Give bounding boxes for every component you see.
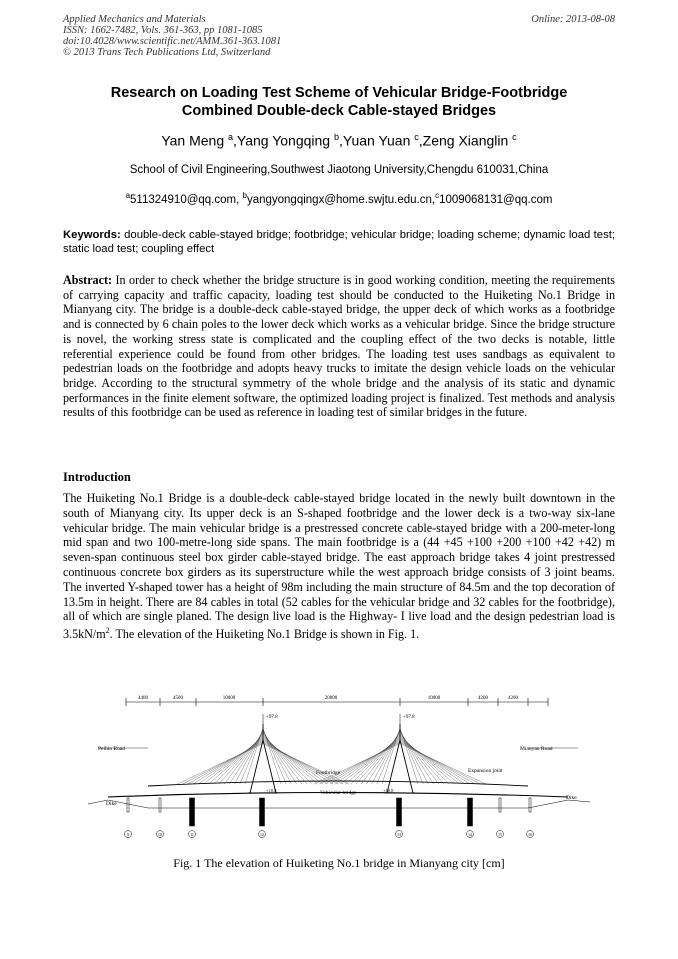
figure-caption: Fig. 1 The elevation of Huiketing No.1 bridge in Mianyang city [cm] — [173, 856, 505, 870]
pier — [190, 798, 195, 826]
dim-label: 10000 — [427, 696, 441, 701]
stay-cable — [330, 740, 400, 784]
pier — [468, 798, 473, 826]
online-date: Online: 2013-08-08 — [531, 14, 615, 25]
expansion-joint-label: Expansion joint — [468, 768, 503, 774]
section-heading-introduction: Introduction — [63, 470, 131, 484]
deck-elevation: +18.8 — [383, 788, 394, 793]
journal-meta — [63, 14, 281, 58]
unit-superscript: 2 — [105, 626, 110, 636]
stay-cable — [263, 736, 317, 784]
tower-top-elevation: +97.8 — [403, 715, 415, 720]
pier-number: 10 — [158, 832, 162, 837]
keywords-text: double-deck cable-stayed bridge; footbridge; vehicular bridge; loading scheme; dynamic load test; static load test; coupling effect — [63, 229, 615, 255]
stay-cable — [209, 736, 263, 784]
title-line-1: Research on Loading Test Scheme of Vehicular Bridge-Footbridge — [110, 85, 568, 101]
pier-number: 16 — [528, 832, 532, 837]
stay-cable — [198, 739, 263, 784]
pier-number: 15 — [498, 832, 502, 837]
email-mark: b — [242, 191, 247, 200]
email-address: yangyongqingx@home.swjtu.edu.cn, — [246, 193, 436, 206]
left-road-label: Peibin Road — [98, 746, 126, 752]
introduction-tail: . The elevation of the Huiketing No.1 Bridge is shown in Fig. 1. — [109, 627, 420, 642]
pier — [397, 798, 402, 826]
email-address: 1009068131@qq.com — [439, 193, 553, 206]
pier — [499, 798, 501, 812]
author-mark: a — [228, 132, 234, 142]
author-name: ,Yang Yongqing — [233, 132, 331, 149]
stay-cable — [400, 744, 486, 784]
stay-cable — [400, 740, 470, 784]
email-mark: a — [125, 191, 131, 200]
abstract — [63, 273, 615, 420]
right-tower — [385, 724, 415, 793]
dimension-labels — [138, 696, 519, 701]
dim-label: 4200 — [508, 696, 518, 701]
title-line-2: Combined Double-deck Cable-stayed Bridges — [181, 103, 497, 119]
stay-cable — [400, 742, 480, 784]
dim-label: 4500 — [173, 696, 183, 701]
doi-line: doi:10.4028/www.scientific.net/AMM.361-363.1081 — [63, 36, 282, 47]
abstract-label: Abstract: — [63, 273, 113, 287]
pier — [127, 798, 129, 812]
author-mark: c — [512, 132, 517, 142]
left-tower — [248, 724, 278, 793]
stay-cable — [263, 740, 333, 784]
author-list — [63, 132, 615, 149]
email-list — [63, 191, 615, 206]
keywords — [63, 228, 615, 256]
journal-name: Applied Mechanics and Materials — [63, 14, 206, 25]
vehicular-bridge-label: Vehicular bridge — [320, 790, 357, 796]
author-mark: b — [333, 132, 339, 142]
pier-number: 11 — [190, 832, 194, 837]
stay-cable — [400, 736, 454, 784]
affiliation: School of Civil Engineering,Southwest Jiaotong University,Chengdu 610031,China — [129, 164, 549, 176]
pier-number: 9 — [127, 832, 129, 837]
pier-number: 14 — [468, 832, 472, 837]
tower-top-elevation: +97.8 — [266, 715, 278, 720]
stay-cable — [335, 739, 400, 784]
right-dike-label: Dike — [566, 795, 577, 801]
issn-line: ISSN: 1662-7482, Vols. 361-363, pp 1081-1085 — [63, 25, 263, 36]
stay-cable — [400, 739, 465, 784]
pier-number: 12 — [260, 832, 264, 837]
deck-elevation: +18.8 — [266, 788, 277, 793]
stay-cable — [320, 742, 400, 784]
author-name: ,Yuan Yuan — [339, 132, 411, 149]
right-road-label: Mianyan Road — [520, 746, 553, 752]
email-address: 511324910@qq.com, — [130, 193, 243, 206]
author-name: Yan Meng — [161, 132, 225, 149]
author-name: ,Zeng Xianglin — [418, 132, 509, 149]
stay-cable — [314, 744, 400, 784]
keywords-label: Keywords: — [63, 229, 121, 241]
pier — [159, 798, 161, 812]
left-dike-label: Dike — [106, 801, 117, 807]
ground-line — [88, 800, 590, 808]
introduction-text: The Huiketing No.1 Bridge is a double-deck cable-stayed bridge located in the newly built downtown in the south of Mianyang city. Its upper deck is an S-shaped footbridge and the lower deck is a two-way six-lane vehicular bridge. The main vehicular bridge is a prestressed concrete cable-stayed bridge with a 200-meter-long mid span and two 100-metre-long side spans. The main footbridge is a (44 +45 +100 +200 +100 +42 +42) m seven-span continuous steel box girder cable-stayed bridge. The east approach bridge takes 4 joint prestressed continuous concrete box girders as its superstructure while the west approach bridge consists of 3 joint beams. The inverted Y-shaped tower has a height of 98m including the main structure of 84.5m and the top decoration of 13.5m in height. There are 84 cables in total (52 cables for the vehicular bridge and 32 cables for the footbridge), all of which are single planed. The design live load is the Highway- I live load and the design pedestrian load is 3.5kN/m — [63, 491, 615, 642]
copyright-line: © 2013 Trans Tech Publications Ltd, Switzerland — [63, 47, 271, 58]
stay-cable — [263, 739, 328, 784]
pier-group — [125, 798, 534, 838]
dim-label: 10000 — [222, 696, 236, 701]
email-mark: c — [435, 191, 440, 200]
pier — [529, 798, 531, 812]
paper-title — [63, 84, 615, 120]
dim-label: 20000 — [324, 696, 338, 701]
introduction-paragraph — [63, 491, 615, 642]
stay-cable — [346, 736, 400, 784]
abstract-text: In order to check whether the bridge structure is in good working condition, meeting the requirements of carrying capacity and traffic capacity, loading test should be conducted to the Huiketing No.1 Bridge in Mianyang city. The bridge is a double-deck cable-stayed bridge, the upper deck of which works as a footbridge and is connected by 6 chain poles to the lower deck which works as a vehicular bridge. Since the bridge structure is novel, the working stress state is complicated and the coupling effect of the two decks is notable, little referential experience could be found from other bridges. The loading test uses sandbags as equivalent to pedestrian loads on the footbridge and adopts heavy trucks to imitate the design vehicle loads on the vehicular bridge. According to the structural symmetry of the whole bridge and the analysis of its static and dynamic performances in the finite element software, the optimized loading project is finalized. Test methods and analysis results of this footbridge can be used as reference in loading test of similar bridges in the future. — [63, 273, 615, 420]
dim-label: 4200 — [478, 696, 488, 701]
stay-cable — [193, 740, 263, 784]
pier — [260, 798, 265, 826]
stay-cable — [177, 744, 263, 784]
bridge-elevation-figure — [88, 688, 590, 846]
dim-label: 4400 — [138, 696, 148, 701]
footbridge-label: Footbridge — [316, 770, 341, 776]
pier-number: 13 — [397, 832, 401, 837]
author-mark: c — [414, 132, 419, 142]
stay-cable — [183, 742, 263, 784]
